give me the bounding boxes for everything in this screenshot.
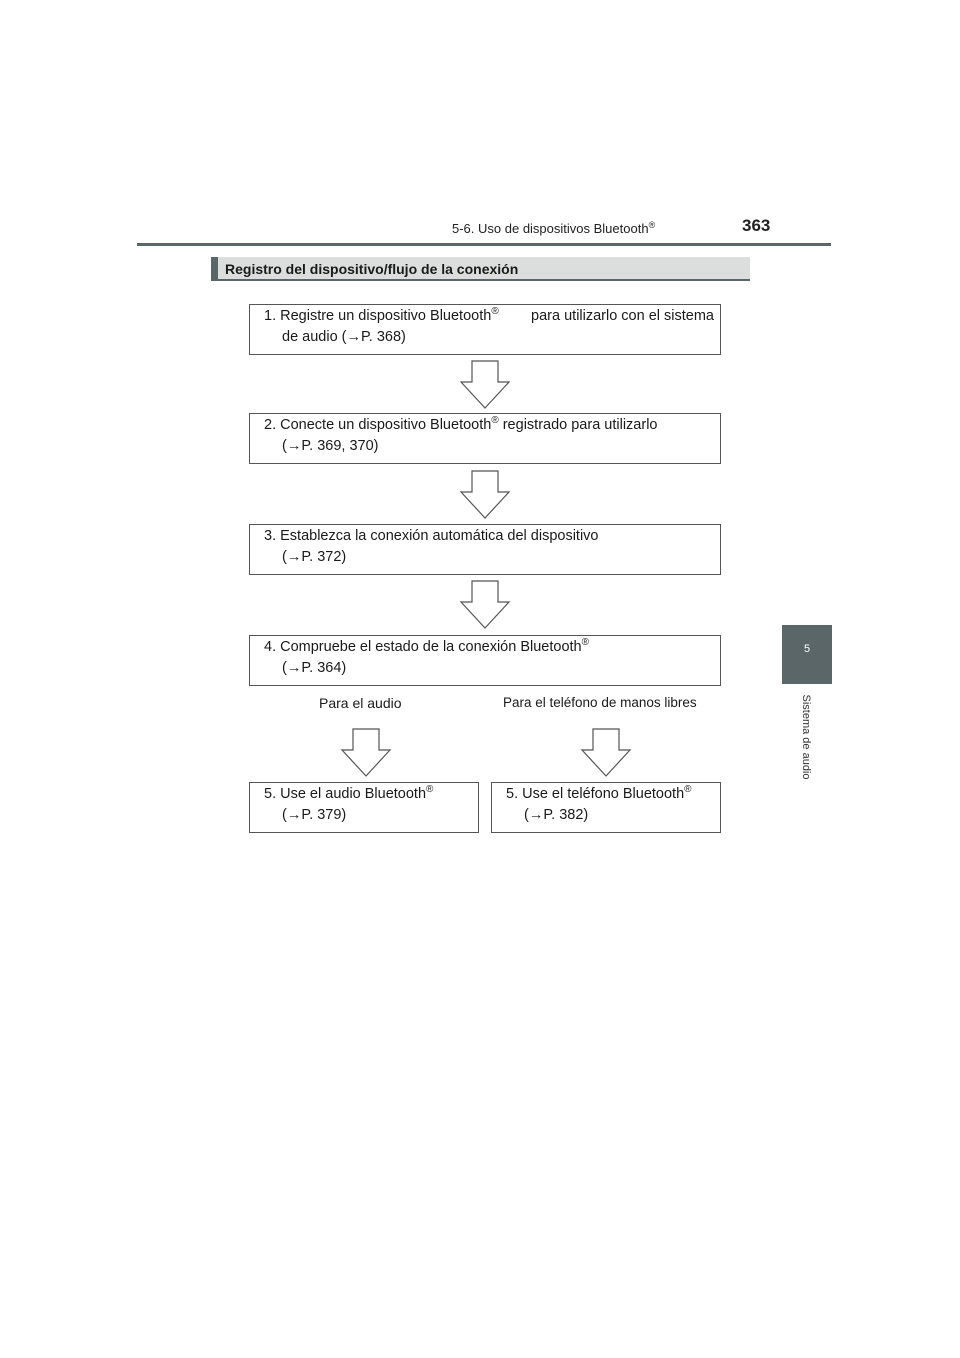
section-title: Registro del dispositivo/flujo de la conexión xyxy=(225,261,519,277)
branch-label-phone: Para el teléfono de manos libres xyxy=(503,695,697,710)
flow-step-2-text: 2. Conecte un dispositivo Bluetooth® registrado para utilizarlo (→P. 369, 370) xyxy=(264,415,658,454)
flow-step-1-text: 1. Registre un dispositivo Bluetooth® para utilizarlo con el sistema de audio (→P. 368) xyxy=(264,306,714,345)
flow-step-3-text: 3. Establezca la conexión automática del dispositivo (→P. 372) xyxy=(264,528,599,565)
flow-step-4-text: 4. Compruebe el estado de la conexión Bluetooth® (→P. 364) xyxy=(264,637,589,676)
branch-label-audio: Para el audio xyxy=(319,695,402,711)
page-number: 363 xyxy=(742,216,771,235)
flow-arrow-down-icon xyxy=(459,470,511,520)
flow-arrow-down-icon xyxy=(459,580,511,630)
running-header-section: 5-6. Uso de dispositivos Bluetooth® xyxy=(452,220,656,236)
header-divider xyxy=(137,243,831,246)
flow-arrow-down-icon xyxy=(580,728,632,778)
flow-arrow-down-icon xyxy=(459,360,511,410)
flow-arrow-down-icon xyxy=(340,728,392,778)
section-heading-accent xyxy=(211,257,218,281)
chapter-tab-number: 5 xyxy=(803,643,811,655)
flow-step-5-phone-text: 5. Use el teléfono Bluetooth® (→P. 382) xyxy=(506,784,692,823)
chapter-tab-label: Sistema de audio xyxy=(800,694,812,780)
flow-step-5-audio-text: 5. Use el audio Bluetooth® (→P. 379) xyxy=(264,784,434,823)
